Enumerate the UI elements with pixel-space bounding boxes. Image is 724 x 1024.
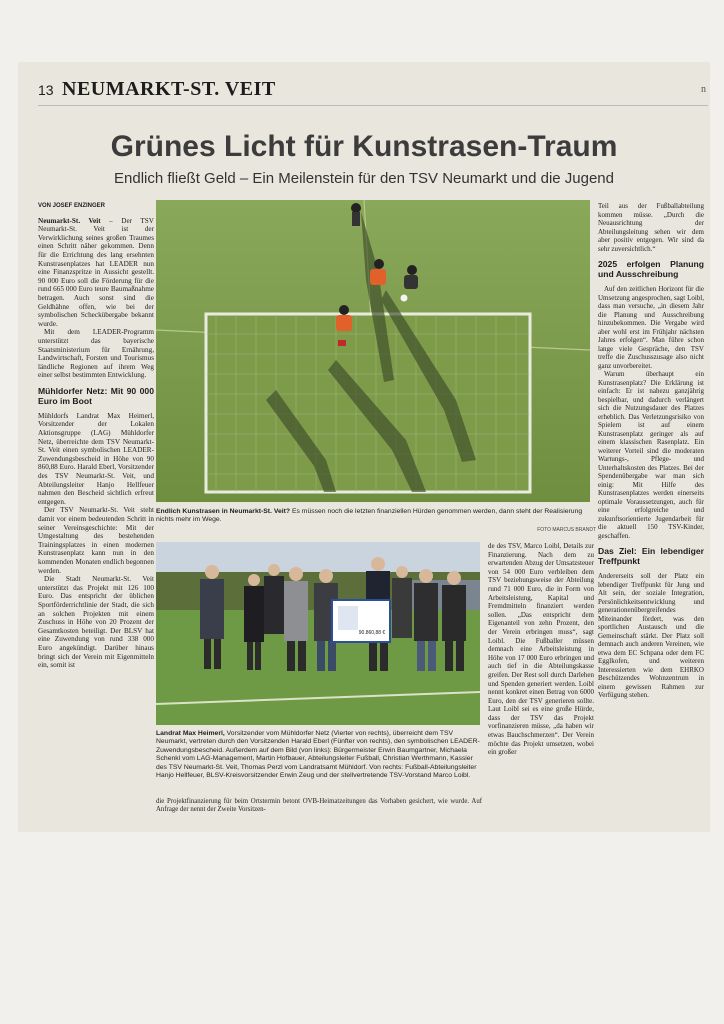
section-title: NEUMARKT-ST. VEIT (62, 78, 276, 100)
corner-mark: n (701, 84, 706, 95)
aerial-goal-photo (156, 200, 590, 502)
group-photo-illustration (156, 542, 480, 725)
article-headline: Grünes Licht für Kunstrasen-Traum (110, 130, 618, 163)
group-photo (156, 542, 480, 725)
text-column-2-bottom: die Projektfinanzierung für beim Ortstermin betont OVB-Heimatzeitungen das Vorhaben gesichert, wie wurde. Auf Anfrage der nennt der Zweite Vorsitzen- (156, 798, 482, 814)
page-number: 13 (38, 82, 54, 98)
paragraph: Die Stadt Neumarkt-St. Veit unterstützt das Projekt mit 126 100 Euro. Das entspricht der üblichen Sportförderrichtlinie der Stadt, die sich an solchen Projekten mit einem Zuschuss in Höhe von 20 Prozent der Gesamtkosten beteiligt. Der BLSV hat eine Zuwendung von rund 338 000 Euro angekündigt. Darüber hinaus bringt sich der Verein mit Eigenmitteln ein, somit ist (38, 575, 154, 670)
paragraph: Warum überhaupt ein Kunstrasenplatz? Die Erklärung ist einfach: Er ist nahezu ganzjährig bespielbar, und dadurch verlängert sich die Nutzungsdauer des Platzes erheblich. Das Verletzungsrisiko von Spielern ist auf einem Kunstrasenplatz geringer als auf einem klassischen Rasenplatz. Ein weiterer Vorteil sind die moderaten Wartungs-, Pflege- und Unterhaltskosten des Platzes. Bei der Spendenübergabe war man sich einig: Mit Hilfe des Kunstrasenplatzes werden einerseits optimale Voraussetzungen, auch für eine erfolgreiche und zukunftsorientierte Jugendarbeit für die aktuell 150 TSV-Kinder, geschaffen. (598, 370, 704, 540)
subheading-treffpunkt: Das Ziel: Ein lebendiger Treffpunkt (598, 546, 704, 566)
text-column-3: de des TSV, Marco Loibl, Details zur Finanzierung. Nach dem zu erwartenden Abzug der Umsatzsteuer von 54 000 Euro verbleiben dem TSV beziehungsweise der Abteilung rund 71 000 Euro, die in Form von Arbeitsleistung, Kapital und Fremdmitteln finanziert werden sollen. „Das entspricht dem Eigenanteil von zehn Prozent, den der Verein erbringen muss“, sagt Loibl. Die Fußballer müssen demnach eine Arbeitsleistung in Höhe von 17 000 Euro erbringen und auch tief in die Abteilungskasse greifen. Der Rest soll durch Darlehen und Spenden generiert werden. Loibl nennt konkret einen Betrag von 6000 Euro, den der TSV generieren sollte. Laut Loibl sei es eine große Hürde, dass der TSV das Projekt vorfinanzieren müsse, „da haben wir etwas Bauchschmerzen“. Der Verein möchte das Projekt umsetzen, wobei ein großer (488, 542, 594, 757)
photo2-caption: Landrat Max Heimerl, Vorsitzender vom Mühldorfer Netz (Vierter von rechts), überreicht dem TSV Neumarkt, vertreten durch den Vorsitzenden Harald Eberl (Fünfter von rechts), den symbolischen LEADER-Zuwendungsbescheid. Außerdem auf dem Bild (von links): Bürgermeister Erwin Baumgartner, Michaela Schenkl vom LAG-Management, Martin Hofbauer, Abteilungsleiter Fußball, Christian Werthmann, Kassier des TSV Neumarkt-St. Veit, Thomas Perzl vom Landratsamt Mühldorf. Von rechts: Fußball-Abteilungsleiter Hanjo Hellfeuer, BLSV-Kreisvorsitzender Erwin Zeug und der stellvertretende TSV-Vorstand Marco Loibl. (156, 730, 480, 780)
article-subheadline: Endlich fließt Geld – Ein Meilenstein für den TSV Neumarkt und die Jugend (114, 170, 614, 187)
lead-paragraph: Neumarkt-St. Veit – Der TSV Neumarkt-St. Veit ist der Verwirklichung seines großen Traumes einen Schritt näher gekommen. Denn für die Errichtung des lang ersehnten Kunstrasenplatzes hat LEADER nun eine Finanzspritze in Aussicht gestellt. 90 000 Euro soll die Förderung für die rund 665 000 Euro teure Baumaßnahme betragen. Auch sonst sind die Geldhähne offen, wie bei der symbolischen Scheckübergabe bekannt wurde. (38, 216, 154, 328)
paragraph: Andererseits soll der Platz ein lebendiger Treffpunkt für Jung und Alt sein, der soziale Integration, Persönlichkeitsentwicklung und generationenübergreifendes Miteinander fördert, was den sportlichen Austausch und die Gemeinschaft stärkt. Der Platz soll demnach auch anderen Vereinen, wie etwa dem EC Schpana oder dem FC Egglkofen, und weiteren Interessierten wie dem EHRKO Beschützendes Wohnzentrum in einem gewissen Rahmen zur Verfügung stehen. (598, 572, 704, 699)
paragraph: Der TSV Neumarkt-St. Veit steht damit vor einem bedeutenden Schritt in seiner Vereinsgeschichte: Mit der Umgestaltung des bestehenden Trainingsplatzes in einen modernen Kunstrasenplatz kann nun in den kommenden Monaten endlich begonnen werden. (38, 506, 154, 575)
header-rule (38, 105, 708, 106)
aerial-goal-illustration (156, 200, 590, 502)
dateline: Neumarkt-St. Veit (38, 216, 101, 225)
paragraph: Mit dem LEADER-Programm unterstützt das bayerische Staatsministerium für Ernährung, Landwirtschaft, Forsten und Tourismus ländliche Regionen auf ihrem Weg einer selbst bestimmten Entwicklung. (38, 328, 154, 380)
paragraph: Auf den zeitlichen Horizont für die Umsetzung angesprochen, sagt Loibl, dass man versuche, „in diesem Jahr die Planung und Ausschreibung hinzubekommen. Die Vergabe wird aber wohl erst im Frühjahr nächsten Jahres erfolgen“. Man führe schon lange viele Gespräche, den TSV treffe die Zuschusszusage also nicht ganz unvorbereitet. (598, 285, 704, 370)
paragraph: Teil aus der Fußballabteilung kommen müsse. „Durch die Neuausrichtung der Abteilungsleitung sehen wir dem aber positiv entgegen. Wir sind da sehr zuversichtlich.“ (598, 202, 704, 253)
subheading-planung: 2025 erfolgen Planung und Ausschreibung (598, 259, 704, 279)
photo1-credit: FOTO MARCUS BRANDT (537, 527, 596, 533)
page-header (38, 78, 708, 104)
certificate-amount: 90.860,88 € (358, 630, 386, 636)
paragraph: Mühldorfs Landrat Max Heimerl, Vorsitzender der Lokalen Aktionsgruppe (LAG) Mühldorfer Netz, überreichte dem TSV Neumarkt-St. Veit einen symbolischen LEADER-Zuwendungsbescheid in Höhe von 90 860,88 Euro. Harald Eberl, Vorsitzender des TSV Neumarkt-St. Veit, und Abteilungsleiter Hanjo Hellfeuer nahmen den Bescheid sichtlich erfreut entgegen. (38, 411, 154, 506)
subheading-muehldorfer-netz: Mühldorfer Netz: Mit 90 000 Euro im Boot (38, 385, 154, 406)
text-column-1 (38, 202, 154, 670)
text-column-4 (598, 202, 704, 700)
byline: VON JOSEF ENZINGER (38, 203, 106, 209)
photo1-caption: Endlich Kunstrasen in Neumarkt-St. Veit? Es müssen noch die letzten finanziellen Hürden genommen werden, dann steht der Realisierung nichts mehr im Wege. (156, 508, 583, 524)
newspaper-page (18, 62, 710, 832)
